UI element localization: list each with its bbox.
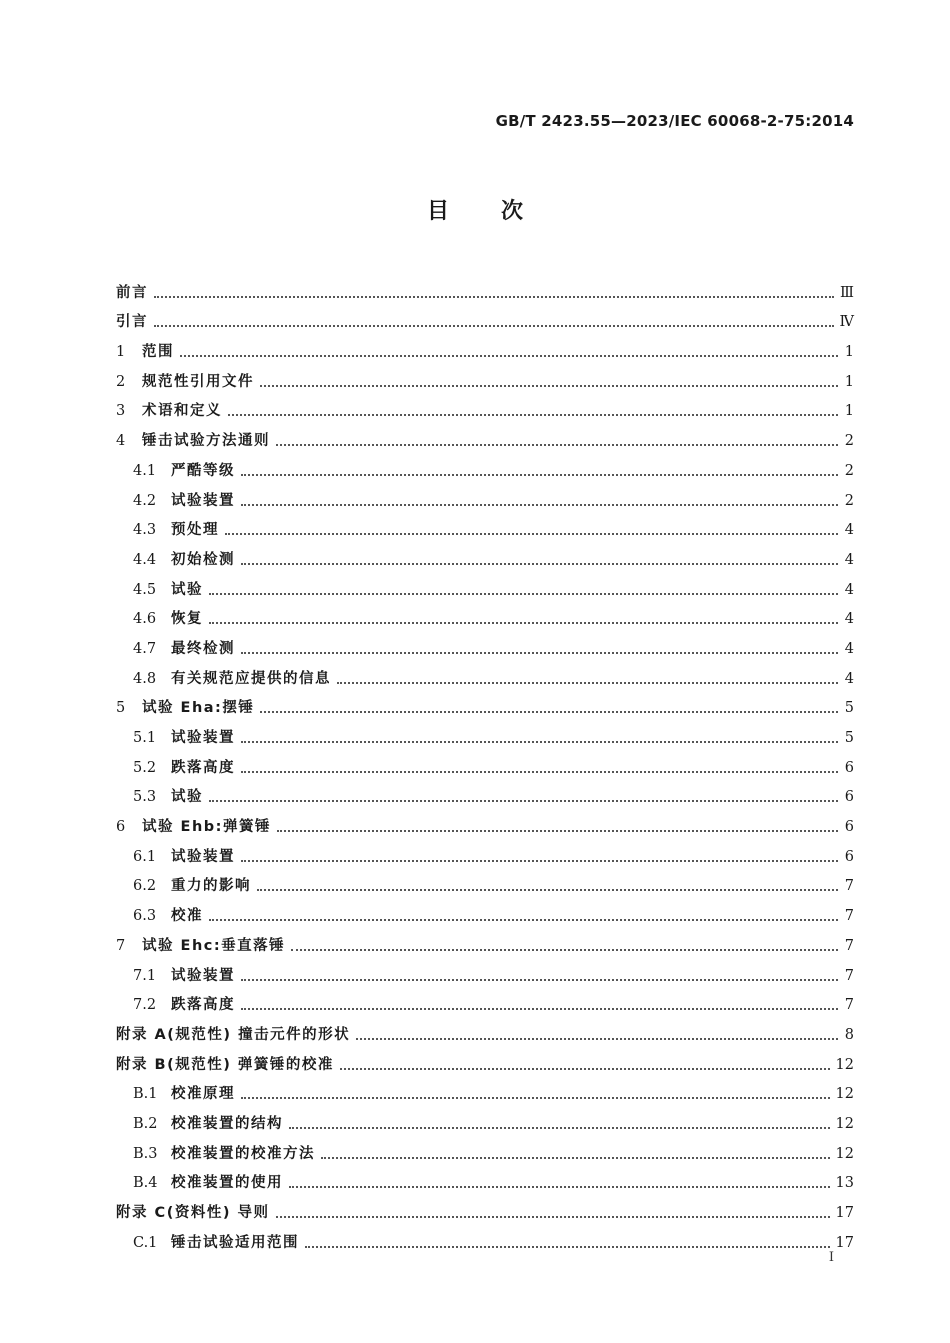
toc-entry-label [116,373,260,391]
dot-leader [276,444,838,446]
toc-entry-page: 5 [844,700,854,717]
toc-entry-number: 4 [116,433,126,450]
toc-entry[interactable] [116,480,854,510]
toc-entry-text: 锤击试验方法通则 [142,433,270,450]
dot-leader [209,622,838,624]
toc-entry-page: 7 [844,937,854,954]
toc-entry-text: 锤击试验适用范围 [171,1234,299,1251]
toc-entry-page: 2 [844,433,854,450]
dot-leader [257,889,838,891]
toc-entry-text: 附录 B(规范性) 弹簧锤的校准 [116,1056,334,1073]
toc-entry-label [133,1234,305,1252]
toc-entry-page: 4 [844,581,854,598]
toc-entry-text: 严酷等级 [171,462,235,479]
toc-entry-number: 4.2 [133,492,157,509]
dot-leader [289,1186,830,1188]
toc-entry[interactable] [116,1044,854,1074]
toc-entry-number: C.1 [133,1234,158,1251]
toc-entry-text: 试验 [171,789,203,806]
toc-entry-page: 12 [835,1115,854,1132]
toc-entry-label [133,670,337,688]
page-folio: Ⅰ [828,1250,834,1265]
toc-entry-label [116,1056,340,1074]
dot-leader [241,771,838,773]
toc-entry-label [133,1145,321,1163]
toc-entry-page: 12 [835,1056,854,1073]
toc-entry-text: 最终检测 [171,640,235,657]
toc-entry-label [133,967,241,985]
dot-leader [277,830,838,832]
toc-entry-number: 1 [116,344,126,361]
toc-entry-label [133,581,209,599]
dot-leader [241,563,838,565]
toc-entry[interactable] [116,806,854,836]
toc-entry-text: 试验 Ehc:垂直落锤 [142,937,286,954]
toc-entry-label [133,462,241,480]
toc-entry-text: 校准装置的校准方法 [171,1145,315,1162]
toc-entry-number: 2 [116,373,126,390]
toc-entry-label [133,729,241,747]
dot-leader [154,296,834,298]
toc-entry[interactable] [116,361,854,391]
dot-leader [337,682,838,684]
toc-entry-page: 1 [844,373,854,390]
dot-leader [291,949,838,951]
toc-entry-page: 2 [844,462,854,479]
toc-entry-label [116,818,277,836]
toc-entry-page: Ⅲ [840,284,854,301]
toc-entry-page: 12 [835,1086,854,1103]
dot-leader [241,741,838,743]
toc-entry-page: 8 [844,1026,854,1043]
toc-entry-label [133,996,241,1014]
toc-entry-number: B.3 [133,1145,158,1162]
toc-entry[interactable] [116,836,854,866]
toc-entry[interactable] [116,925,854,955]
toc-entry-number: 5.1 [133,730,157,746]
toc-entry-number: B.1 [133,1086,158,1103]
toc-entry-page: 17 [835,1205,854,1221]
toc-entry-text: 规范性引用文件 [142,373,254,390]
toc-entry[interactable] [116,1222,854,1252]
toc-entry[interactable] [116,717,854,747]
dot-leader [305,1246,830,1248]
toc-entry-page: 7 [844,908,854,925]
toc-entry-text: 范围 [142,344,174,361]
toc-entry[interactable] [116,747,854,777]
toc-entry-text: 附录 C(资料性) 导则 [116,1205,270,1221]
toc-entry[interactable] [116,1192,854,1222]
toc-entry-text: 校准 [171,908,203,925]
toc-entry-text: 校准原理 [171,1086,235,1103]
dot-leader [321,1157,830,1159]
dot-leader [241,504,838,506]
toc-entry-number: 4.4 [133,551,157,568]
toc-entry-text: 跌落高度 [171,759,235,776]
toc-entry-number: 7.1 [133,967,157,984]
toc-entry[interactable] [116,628,854,658]
toc-entry-text: 有关规范应提供的信息 [171,670,331,687]
toc-entry[interactable] [116,777,854,807]
toc-entry-page: 7 [844,967,854,984]
toc-entry-label [133,1174,289,1192]
toc-entry-number: 5 [116,700,126,717]
toc-entry-page: 4 [844,670,854,687]
toc-entry-text: 重力的影响 [171,878,251,895]
toc-entry[interactable] [116,272,854,302]
toc-entry-text: 校准装置的结构 [171,1115,283,1132]
toc-entry-label [133,1085,241,1103]
toc-entry[interactable] [116,688,854,718]
toc-entry-number: 6.1 [133,848,157,865]
dot-leader [228,414,838,416]
toc-entry-number: 6 [116,819,126,836]
toc-entry-text: 术语和定义 [142,403,222,420]
toc-entry-label [116,402,228,420]
toc-entry-text: 试验 Ehb:弹簧锤 [142,819,271,836]
toc-entry-number: 5.2 [133,759,157,776]
toc-entry-label [133,877,257,895]
toc-entry[interactable] [116,1103,854,1133]
toc-entry-label [133,759,241,777]
table-of-contents [116,272,854,1252]
toc-entry-number: 4.8 [133,670,157,687]
toc-entry[interactable] [116,1074,854,1104]
toc-entry-text: 初始检测 [171,551,235,568]
toc-entry-number: 4.3 [133,522,157,539]
toc-entry-label [133,610,209,628]
dot-leader [241,1097,830,1099]
toc-entry-number: 7 [116,937,126,954]
toc-entry-text: 校准装置的使用 [171,1175,283,1192]
dot-leader [340,1068,830,1070]
toc-entry-page: 2 [844,492,854,509]
toc-entry-text: 引言 [116,314,148,331]
dot-leader [356,1038,838,1040]
toc-entry[interactable] [116,985,854,1015]
dot-leader [180,355,838,357]
toc-entry-label [133,848,241,866]
toc-entry-page: 6 [844,789,854,806]
toc-entry-page: 4 [844,611,854,628]
toc-entry-number: 7.2 [133,997,157,1014]
dot-leader [241,652,838,654]
toc-entry[interactable] [116,302,854,332]
toc-entry-text: 预处理 [171,522,219,539]
toc-entry-text: 试验 Eha:摆锤 [142,700,255,717]
toc-entry[interactable] [116,895,854,925]
toc-entry[interactable] [116,420,854,450]
toc-entry[interactable] [116,510,854,540]
dot-leader [276,1216,830,1218]
toc-entry-number: 6.3 [133,908,157,925]
toc-entry-page: 1 [844,344,854,361]
toc-entry-number: 4.6 [133,611,157,628]
toc-entry-label [116,432,276,450]
toc-entry[interactable] [116,539,854,569]
toc-entry[interactable] [116,1133,854,1163]
dot-leader [289,1127,830,1129]
toc-entry[interactable] [116,331,854,361]
toc-entry-text: 附录 A(规范性) 撞击元件的形状 [116,1026,351,1043]
toc-entry[interactable] [116,955,854,985]
toc-entry-label [116,313,154,331]
toc-entry-label [133,788,209,806]
toc-entry-number: 6.2 [133,878,157,895]
toc-entry[interactable] [116,569,854,599]
toc-entry-number: 3 [116,403,126,420]
toc-entry-page: 6 [844,819,854,836]
toc-entry-text: 前言 [116,284,148,301]
dot-leader [241,474,838,476]
toc-entry-text: 恢复 [171,611,203,628]
toc-entry-page: 12 [835,1145,854,1162]
toc-entry-text: 跌落高度 [171,997,235,1014]
toc-entry-page: 4 [844,551,854,568]
dot-leader [209,919,838,921]
dot-leader [209,593,838,595]
toc-entry-page: Ⅳ [839,314,854,331]
toc-entry-label [116,284,154,302]
toc-entry-number: B.4 [133,1175,158,1192]
toc-entry-label [133,1115,289,1133]
toc-entry[interactable] [116,599,854,629]
dot-leader [209,800,838,802]
toc-entry[interactable] [116,391,854,421]
toc-entry-number: 5.3 [133,789,157,806]
dot-leader [241,979,838,981]
toc-entry-number: 4.7 [133,640,157,657]
toc-entry-label [133,640,241,658]
dot-leader [154,325,834,327]
toc-entry-page: 4 [844,640,854,657]
toc-entry-page: 7 [844,878,854,895]
toc-entry[interactable] [116,1014,854,1044]
standard-number: GB/T 2423.55—2023/IEC 60068-2-75:2014 [495,112,854,130]
toc-entry-text: 试验装置 [171,967,235,984]
toc-entry-text: 试验 [171,581,203,598]
toc-entry-label [133,551,241,569]
toc-entry-page: 17 [835,1234,854,1251]
toc-entry-page: 6 [844,759,854,776]
toc-entry-text: 试验装置 [171,730,235,746]
toc-entry[interactable] [116,866,854,896]
dot-leader [225,533,838,535]
toc-entry-label [116,1204,276,1222]
toc-entry[interactable] [116,1163,854,1193]
toc-entry-number: B.2 [133,1115,158,1132]
dot-leader [241,860,838,862]
toc-entry-label [116,937,291,955]
dot-leader [260,711,838,713]
toc-entry-page: 13 [835,1175,854,1192]
toc-entry-page: 7 [844,997,854,1014]
toc-entry-number: 4.5 [133,581,157,598]
toc-entry-label [116,1026,356,1044]
toc-entry-label [133,907,209,925]
toc-entry-page: 5 [844,730,854,746]
dot-leader [241,1008,838,1010]
toc-entry-label [133,521,225,539]
toc-entry-label [116,699,260,717]
toc-entry-page: 4 [844,522,854,539]
dot-leader [260,385,838,387]
toc-entry-page: 1 [844,403,854,420]
toc-entry[interactable] [116,658,854,688]
toc-entry-label [133,492,241,510]
toc-entry-text: 试验装置 [171,848,235,865]
toc-entry-number: 4.1 [133,462,157,479]
toc-entry-label [116,343,180,361]
toc-entry-text: 试验装置 [171,492,235,509]
toc-entry-page: 6 [844,848,854,865]
toc-entry[interactable] [116,450,854,480]
page-title: 目次 [426,199,575,224]
